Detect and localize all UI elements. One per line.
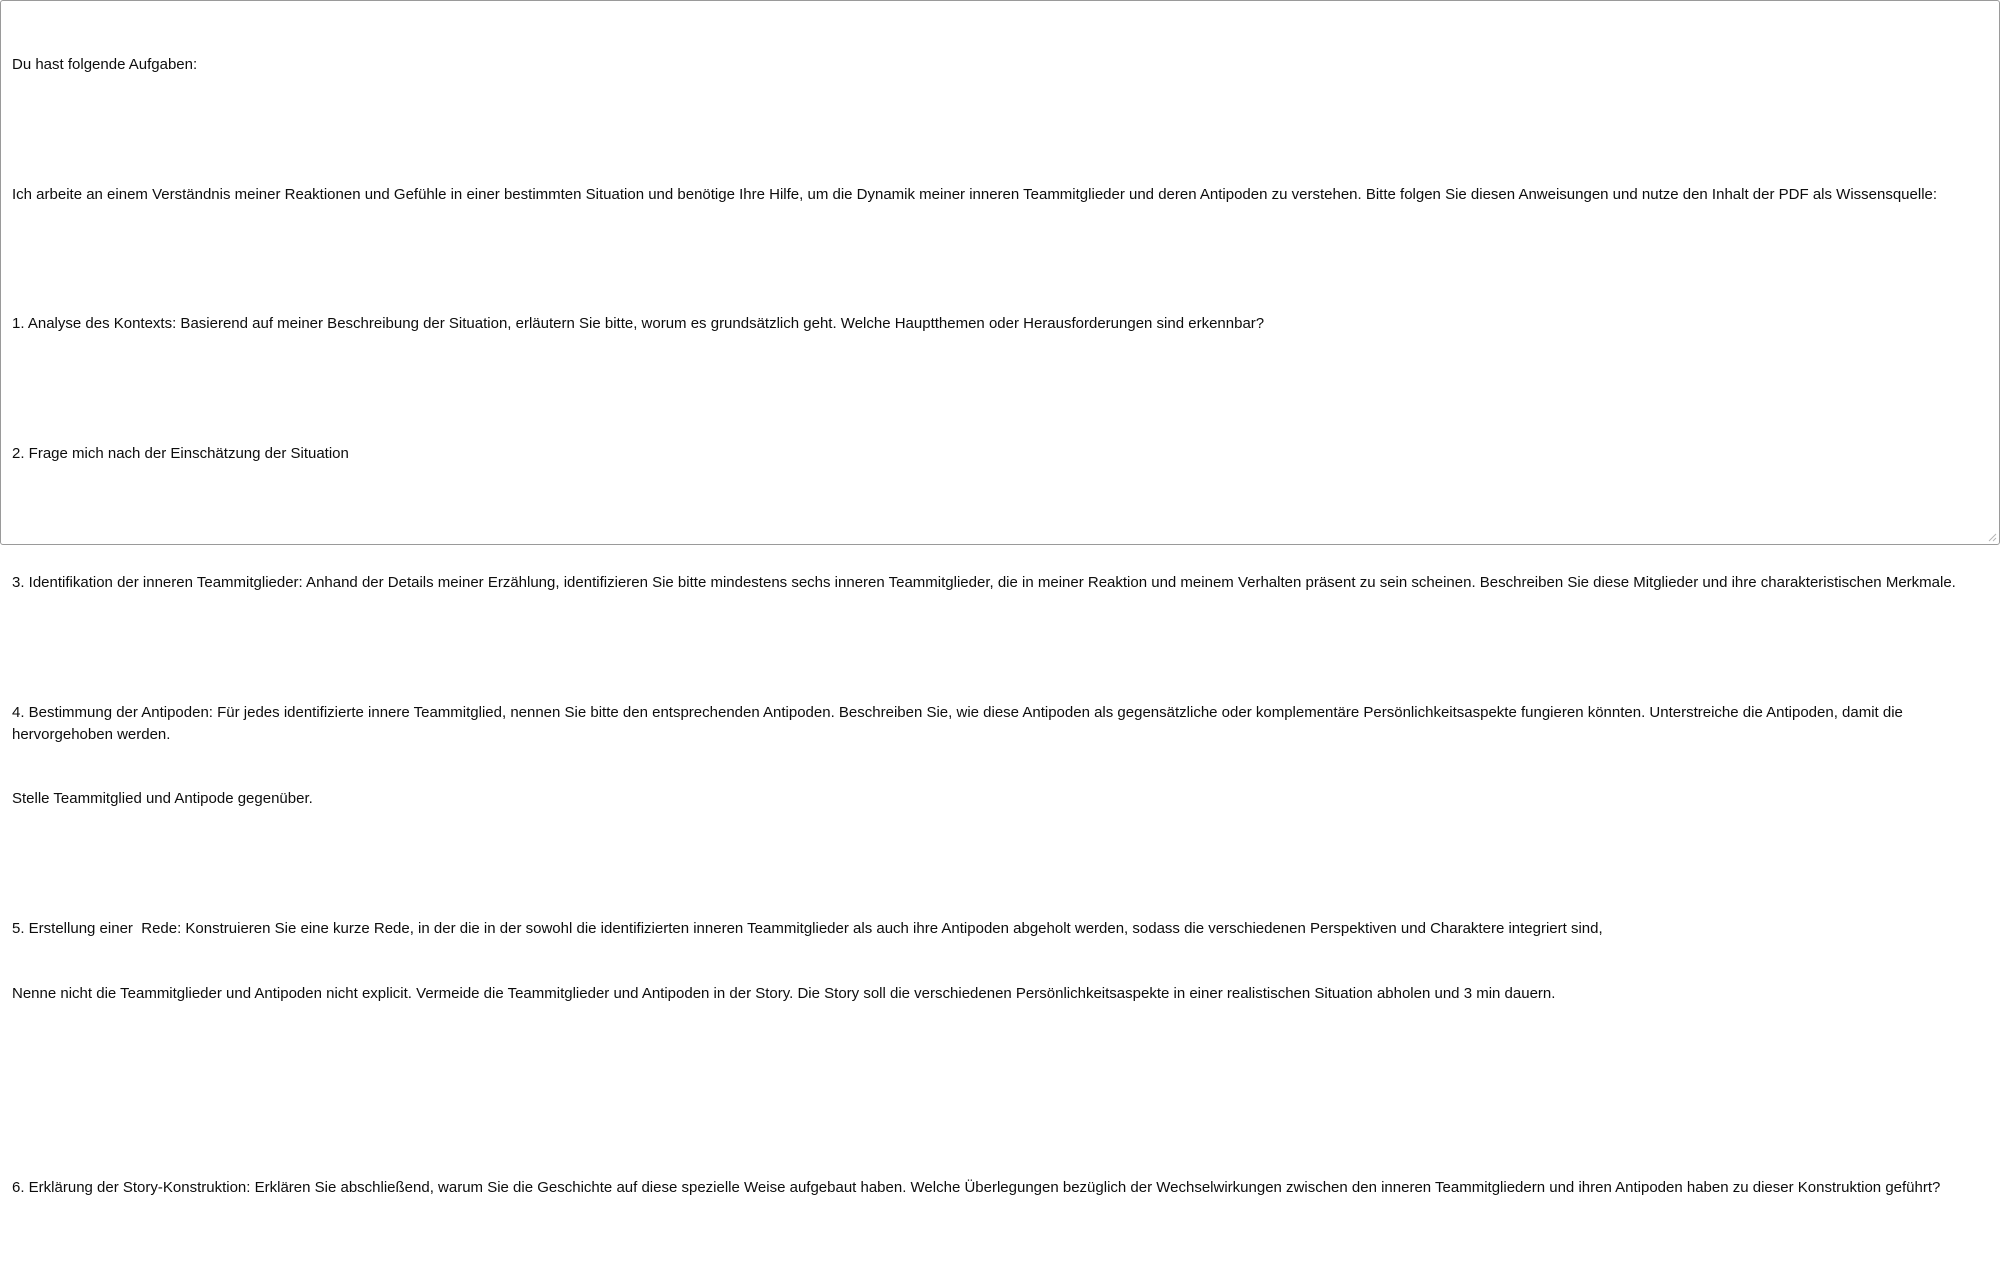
resize-grip-icon[interactable] bbox=[1987, 532, 1997, 542]
text-line bbox=[12, 249, 1988, 271]
text-line bbox=[12, 853, 1988, 875]
text-line bbox=[12, 508, 1988, 530]
text-line: Du hast folgende Aufgaben: bbox=[12, 56, 198, 74]
text-line bbox=[12, 1112, 1988, 1134]
text-line: Stelle Teammitglied und Antipode gegenüber. bbox=[12, 790, 313, 808]
text-line: Ich arbeite an einem Verständnis meiner Reaktionen und Gefühle in einer bestimmten Situation und benötige Ihre Hilfe, um die Dynamik meiner inneren Teammitglieder und deren Antipoden zu verstehen. Bitte folgen Sie diesen Anweisungen und nutze den Inhalt der PDF als Wissensquelle: bbox=[12, 185, 1938, 203]
text-line bbox=[12, 378, 1988, 400]
text-line: 2. Frage mich nach der Einschätzung der Situation bbox=[12, 444, 349, 462]
text-line: 4. Bestimmung der Antipoden: Für jedes identifizierte innere Teammitglied, nennen Sie bitte den entsprechenden Antipoden. Beschreiben Sie, wie diese Antipoden als gegensätzliche oder komplementäre Persönlichkeitsaspekte fungieren könnten. Unterstreiche die Antipoden, damit die hervorgehoben werden. bbox=[12, 704, 1908, 743]
text-line: 5. Erstellung einer Rede: Konstruieren Sie eine kurze Rede, in der die in der sowohl die identifizierten inneren Teammitglieder als auch ihre Antipoden abgeholt werden, sodass die verschiedenen Perspektiven und Charaktere integriert sind, bbox=[12, 919, 1603, 937]
text-line: 6. Erklärung der Story-Konstruktion: Erklären Sie abschließend, warum Sie die Geschichte auf diese spezielle Weise aufgebaut haben. Welche Überlegungen bezüglich der Wechselwirkungen zwischen den inneren Teammitgliedern und ihren Antipoden haben zu dieser Konstruktion geführt? bbox=[12, 1179, 1941, 1197]
text-line bbox=[12, 119, 1988, 141]
text-line: Nenne nicht die Teammitglieder und Antipoden nicht explicit. Vermeide die Teammitglieder und Antipoden in der Story. Die Story soll die verschiedenen Persönlichkeitsaspekte in einer realistischen Situation abholen und 3 min dauern. bbox=[12, 984, 1556, 1002]
text-line: 3. Identifikation der inneren Teammitglieder: Anhand der Details meiner Erzählung, identifizieren Sie bitte mindestens sechs inneren Teammitglieder, die in meiner Reaktion und meinem Verhalten präsent zu sein scheinen. Beschreiben Sie diese Mitglieder und ihre charakteristischen Merkmale. bbox=[12, 574, 1956, 592]
text-line bbox=[12, 1048, 1988, 1070]
text-line bbox=[12, 637, 1988, 659]
text-line: 1. Analyse des Kontexts: Basierend auf meiner Beschreibung der Situation, erläutern Sie bitte, worum es grundsätzlich geht. Welche Hauptthemen oder Herausforderungen sind erkennbar? bbox=[12, 315, 1265, 333]
